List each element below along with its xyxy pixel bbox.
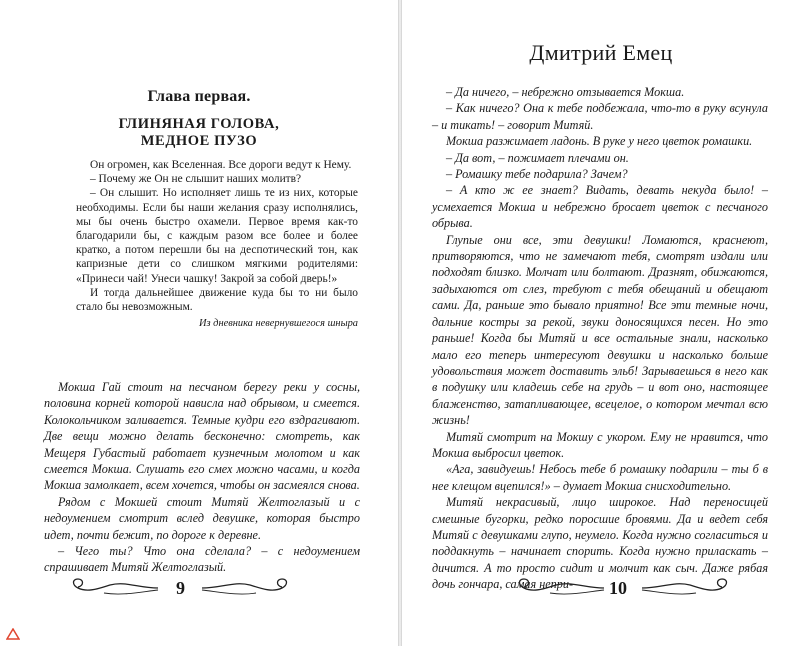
epigraph-paragraph: И тогда дальнейшее движение куда бы то ни было стало бы невозможным. [76,286,358,314]
publisher-logo-icon [6,628,20,640]
page-number: 9 [176,578,185,598]
paragraph: Мокша Гай стоит на песчаном берегу реки у сосны, половина корней которой нависла над обрывом, и смеется. Колокольчиком заливается. Темные кудри его вздрагивают. Две вещи можно делать бесконечно: смотреть, как Мещеря Губастый работает кузнечным молотом и как смеется Мокша. Слушать его смех можно часами, и когда Мокша замолкает, всем хочется, чтобы он засмеялся снова. [44,380,360,493]
epigraph-source: Из дневника невернувшегося шныра [199,318,358,330]
flourish-ornament-icon [506,576,606,598]
paragraph: – Ромашку тебе подарила? Зачем? [446,167,628,182]
left-body-text [44,379,360,576]
epigraph-paragraph: – Почему же Он не слышит наших молитв? [90,173,302,186]
chapter-title: Глава первая. [147,88,251,105]
left-page-footer [0,570,398,604]
right-page-footer [402,570,800,604]
running-head: Дмитрий Емец [529,40,673,65]
epigraph-paragraph: Он огромен, как Вселенная. Все дороги ведут к Нему. [90,159,352,171]
paragraph: – Как ничего? Она к тебе подбежала, что-то в руку всунула – и тикать! – говорит Митяй. [432,101,768,132]
chapter-subtitle-line-2: МЕДНОЕ ПУЗО [140,133,258,149]
paragraph: Митяй некрасивый, лицо широкое. Над переносицей смешные бугорки, редко поросшие бровями. Да и ведет себя Митяй с девушками глупо, неумело. Когда нужно согласиться и поддакнуть – начинает спорить. Когда нужно приласкать – дичится. А то просто сидит и молчит как сыч. Даже рябая дочь гончара, самая непри- [432,495,768,592]
epigraph [76,158,358,331]
paragraph: Глупые они все, эти девушки! Ломаются, краснеют, притворяются, что не замечают тебя, смотрят издали или подходят близко. Молчат или болтают. Дразнят, обижаются, задыхаются от слез, требуют с тебя обещаний и обещают сами. Да, раньше это бывало приятно! Все эти темные ночи, дальние костры за рекой, звуки доносящихся песен. Но это раньше! Когда бы Митяй и все остальные знали, насколько мало его теперь интересуют девушки и насколько больше удовольствия может доставить эльб! Зарываешься в него как в подушку или кладешь себе на грудь – и вот оно, настоящее блаженство, затапливающее, всецелое, о котором мечтал всю жизнь! [432,232,768,428]
right-page [402,0,800,646]
paragraph: – А кто ж ее знает? Видать, девать некуда было! – усмехается Мокша и небрежно бросает цветок с песчаного обрыва. [432,183,768,231]
chapter-subtitle-line-1: ГЛИНЯНАЯ ГОЛОВА, [118,116,280,132]
paragraph: «Ага, завидуешь! Небось тебе б ромашку подарили – ты б в нее клещом вцепился!» – думает Мокша снисходительно. [432,462,768,493]
paragraph: – Да вот, – пожимает плечами он. [446,150,629,165]
paragraph: – Да ничего, – небрежно отзывается Мокша. [446,85,685,99]
flourish-ornament-icon [200,576,300,598]
paragraph: Митяй смотрит на Мокшу с укором. Ему не нравится, что Мокша выбросил цветок. [432,429,768,460]
paragraph: Мокша разжимает ладонь. В руке у него цветок ромашки. [446,134,753,149]
flourish-ornament-icon [640,576,740,598]
right-body-text [432,84,768,593]
paragraph: – Чего ты? Что она сделала? – с недоумением спрашивает Митяй Желтоглазый. [44,544,360,575]
flourish-ornament-icon [60,576,160,598]
chapter-subtitle [0,116,398,150]
paragraph: Рядом с Мокшей стоит Митяй Желтоглазый и с недоумением смотрит вслед девушке, которая быстро идет, почти бежит, по дороге к деревне. [44,494,360,542]
page-number: 10 [609,578,627,598]
epigraph-paragraph: – Он слышит. Но исполняет лишь те из них, которые необходимы. Если бы наши желания сразу исполнялись, мы бы очень быстро охамели. Первое время как-то благодарили бы, с каждым разом все более и более кратко, а потом перешли бы на деспотический тон, как капризные дети со слишком мягкими родителями: «Принеси чай! Унеси чашку! Закрой за собой дверь!» [76,187,358,285]
left-page [0,0,398,646]
